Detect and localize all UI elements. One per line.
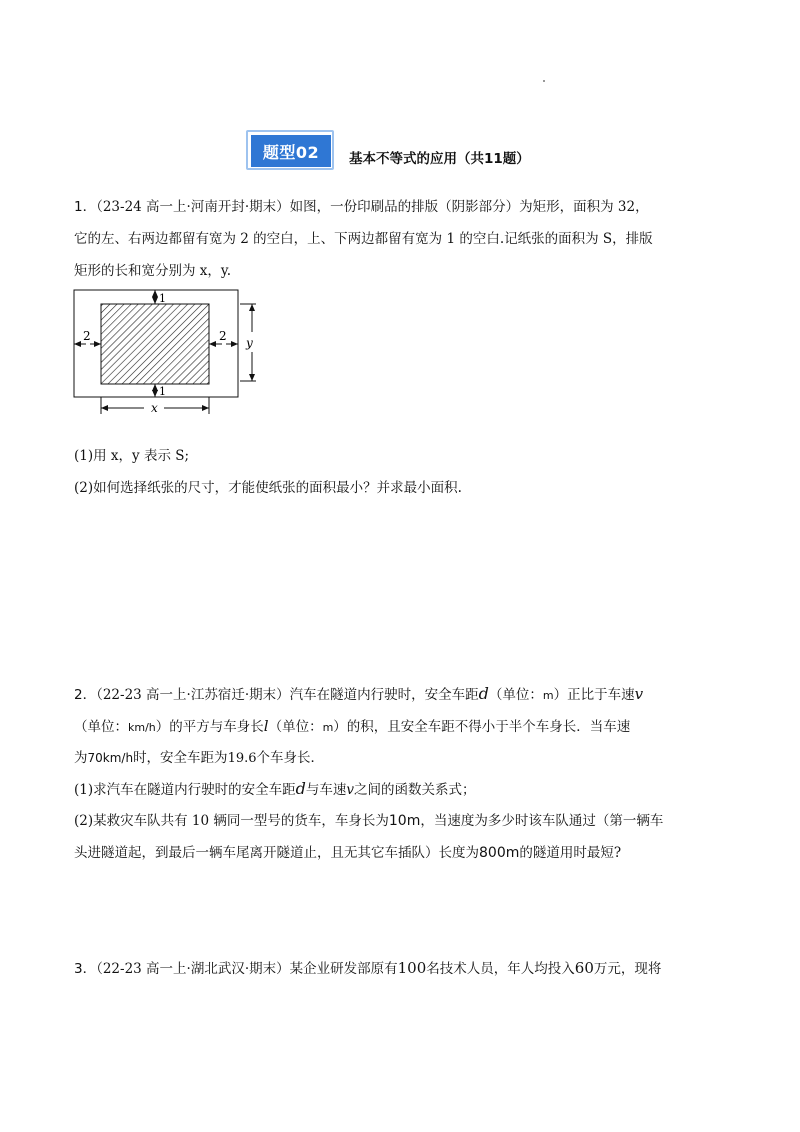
q2-line2	[74, 716, 630, 738]
var-d: d	[478, 684, 489, 703]
length-value: 10m	[388, 813, 421, 829]
ratio-value: 19.6	[227, 751, 257, 766]
var-l: l	[263, 717, 269, 735]
unit-m: m	[542, 689, 554, 702]
unit-kmh: km/h	[128, 721, 156, 734]
q1-sub2: (2)如何选择纸张的尺寸，才能使纸张的面积最小？并求最小面积.	[74, 480, 462, 496]
badge-label: 题型02	[251, 135, 331, 167]
label-left: 2	[83, 329, 91, 343]
q1-text-line2: 它的左、右两边都留有宽为 2 的空白，上、下两边都留有宽为 1 的空白.记纸张的面积为 S，排版	[74, 231, 653, 247]
label-top: 1	[159, 292, 166, 305]
q2-text: ）的平方与车身长	[155, 719, 264, 735]
print-area-rect	[101, 304, 209, 384]
q3-line1	[74, 958, 661, 979]
q1-number: 1．	[74, 199, 97, 215]
q2-text: ）的积，且安全车距不得小于半个车身长．当车速	[333, 719, 631, 735]
q2-text: ，当速度为多少时该车队通过（第一辆车	[420, 813, 664, 829]
q3-text: 名技术人员，年人均投入	[426, 961, 575, 977]
q2-text: 个车身长．	[256, 750, 325, 766]
q2-text: ）正比于车速	[553, 687, 635, 703]
label-y: y	[246, 336, 253, 350]
q2-number: 2．	[74, 687, 97, 703]
tunnel-length: 800m	[479, 845, 520, 861]
q2-text: 为	[74, 750, 88, 766]
label-right: 2	[219, 329, 227, 343]
q1-line1	[74, 197, 649, 217]
q2-line3	[74, 748, 324, 769]
q3-text: （22-23 高一上·湖北武汉·期末）某企业研发部原有	[96, 961, 398, 977]
q1-sub1: (1)用 x，y 表示 S;	[74, 448, 190, 464]
stray-dot	[543, 80, 545, 82]
speed-value: 70km/h	[87, 751, 134, 765]
label-x: x	[151, 401, 158, 415]
investment-value: 60	[574, 959, 594, 977]
q2-sub2-cont	[74, 843, 621, 863]
section-title: 基本不等式的应用（共11题）	[349, 151, 530, 167]
q2-text: 之间的函数关系式；	[354, 782, 476, 798]
staff-count: 100	[397, 959, 427, 977]
q3-number: 3．	[74, 961, 97, 977]
q1-figure	[66, 284, 256, 416]
q2-text: (1)求汽车在隧道内行驶时的安全车距	[74, 782, 296, 798]
q2-text: （单位：	[74, 719, 128, 735]
q1-text-line1: （23-24 高一上·河南开封·期末）如图，一份印刷品的排版（阴影部分）为矩形，面积为 32，	[96, 199, 649, 215]
q3-text: 万元，现将	[593, 961, 662, 977]
q2-line1	[74, 684, 643, 706]
q1-text-line3: 矩形的长和宽分别为 x，y.	[74, 263, 232, 279]
q2-text: 头进隧道起，到最后一辆车尾离开隧道止，且无其它车插队）长度为	[74, 845, 479, 861]
q2-sub1	[74, 779, 476, 800]
q2-text: (2)某救灾车队共有 10 辆同一型号的货车，车身长为	[74, 813, 389, 829]
q2-text: （单位：	[268, 719, 323, 735]
q2-text: （22-23 高一上·江苏宿迁·期末）汽车在隧道内行驶时，安全车距	[96, 687, 479, 703]
var-d: d	[295, 779, 306, 798]
var-v: v	[634, 685, 644, 703]
var-v: v	[346, 782, 355, 798]
label-bottom: 1	[159, 385, 166, 398]
q2-text: 与车速	[305, 782, 347, 798]
unit-m: m	[322, 721, 334, 734]
q2-text: （单位：	[488, 687, 543, 703]
q2-text: 时，安全车距为	[133, 750, 228, 766]
question-type-badge	[246, 130, 334, 170]
q2-text: 的隧道用时最短?	[519, 845, 622, 861]
q2-sub2	[74, 811, 663, 831]
